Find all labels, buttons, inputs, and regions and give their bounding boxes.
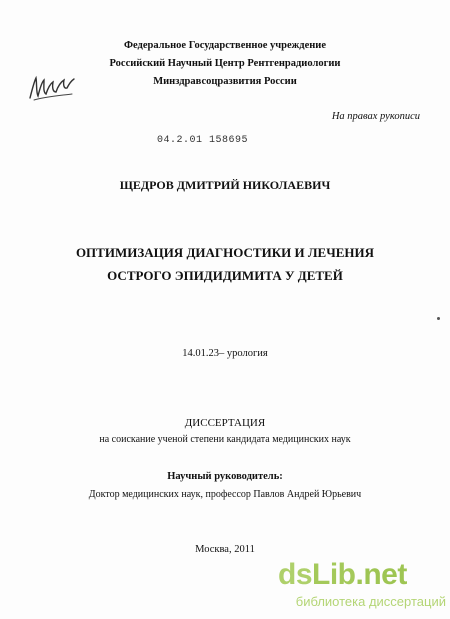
title-line-1: ОПТИМИЗАЦИЯ ДИАГНОСТИКИ И ЛЕЧЕНИЯ	[75, 245, 375, 260]
dslib-tagline: библиотека диссертаций	[295, 594, 446, 609]
handwritten-signature	[26, 70, 78, 104]
dslib-logo: dsLib.net	[278, 558, 407, 591]
manuscript-rights-note: На правах рукописи	[331, 111, 420, 122]
supervisor-name: Доктор медицинских наук, профессор Павлов Андрей Юрьевич	[88, 489, 362, 500]
title-line-2: ОСТРОГО ЭПИДИДИМИТА У ДЕТЕЙ	[107, 268, 343, 283]
specialty-code: 14.01.23– урология	[182, 348, 268, 359]
author-name: ЩЕДРОВ ДМИТРИЙ НИКОЛАЕВИЧ	[119, 178, 331, 192]
institution-line-2: Российский Научный Центр Рентгенрадиологии	[109, 58, 341, 69]
institution-line-3: Минздравсоцразвития России	[153, 76, 297, 87]
registration-stamp: 04.2.01 158695	[157, 135, 249, 146]
place-and-year: Москва, 2011	[195, 544, 255, 555]
institution-line-1: Федеральное Государственное учреждение	[123, 40, 327, 51]
dissertation-subtitle: на соискание ученой степени кандидата медицинских наук	[99, 434, 351, 445]
dissertation-label: ДИССЕРТАЦИЯ	[184, 417, 266, 429]
scan-speck	[437, 317, 440, 320]
supervisor-heading: Научный руководитель:	[167, 471, 283, 482]
dslib-watermark	[270, 558, 446, 614]
